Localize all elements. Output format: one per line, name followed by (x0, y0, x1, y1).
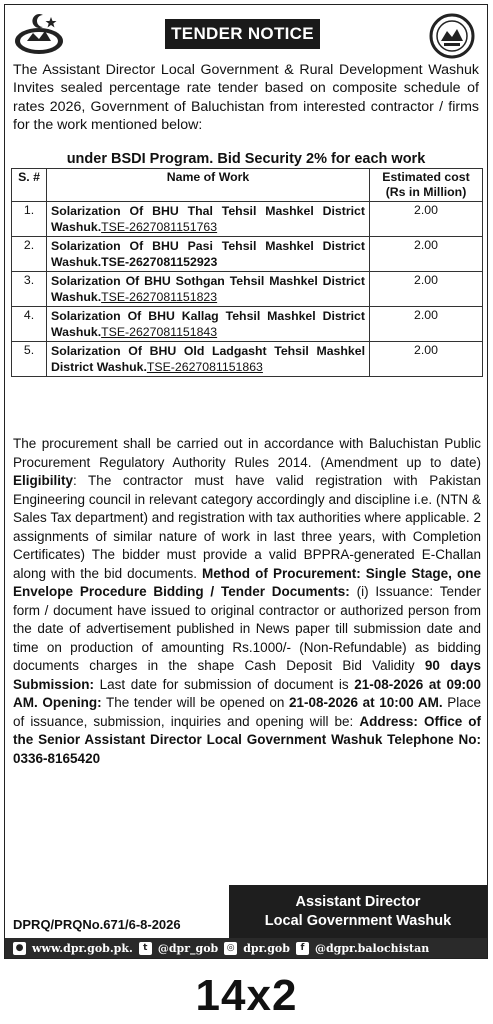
row-work-name (47, 237, 370, 272)
ad-size-label: 14x2 (195, 971, 298, 1020)
row-cost: 2.00 (370, 342, 483, 377)
header-work-name: Name of Work (47, 169, 370, 202)
tse-number: TSE-2627081151763 (101, 220, 218, 234)
signature-block (229, 885, 487, 939)
procurement-rules: The procurement shall be carried out in accordance with Baluchistan Public Procurement Regulatory Authority Rules 2014. (Amendment up to date) (13, 436, 481, 470)
website-link[interactable]: www.dpr.gob.pk. (32, 941, 133, 955)
row-cost: 2.00 (370, 307, 483, 342)
tse-number: TSE-2627081152923 (101, 255, 218, 269)
instagram-icon: ◎ (224, 942, 237, 955)
row-cost: 2.00 (370, 237, 483, 272)
table-row (12, 202, 483, 237)
header-serial: S. # (12, 169, 47, 202)
opening-text: The tender will be opened on (101, 695, 289, 710)
work-title: Solarization Of BHU Kallag Tehsil Mashkel District Washuk. (51, 309, 365, 339)
header-cost-line1: Estimated cost (382, 170, 470, 184)
opening-date: 21-08-2026 at 10:00 AM. (288, 695, 443, 710)
place-text: Place of issuance, submission, inquiries and opening will be: (13, 695, 481, 729)
method-text: (i) Issuance: Tender form / document have issued to original contractor or authorized person from the date of advertisement published in News paper till submission date and time on production of amounting Rs.1000/- (Non-Refundable) as bidding documents charges in the shape Cash Deposit Bid Validity (13, 584, 481, 673)
table-header-row (12, 169, 483, 202)
row-work-name (47, 307, 370, 342)
row-work-name (47, 272, 370, 307)
submission-label: Submission: (13, 676, 95, 692)
reference-number: DPRQ/PRQNo.671/6-8-2026 (13, 917, 181, 932)
row-serial: 3. (12, 272, 47, 307)
submission-date: 21-08-2026 at 09:00 AM. (13, 676, 481, 710)
intro-paragraph: The Assistant Director Local Government & Rural Development Washuk Invites sealed percentage rate tender based on composite schedule of rates 2026, Government of Baluchistan from interested contractor / firms for the work mentioned below: (13, 62, 479, 133)
table-row (12, 342, 483, 377)
instagram-handle[interactable]: dpr.gob (243, 941, 290, 955)
eligibility-text: : The contractor must have valid registration with Pakistan Engineering council in relevant category accordingly and discipline i.e. (NTN & Sales Tax department) and registration with tax authorities where applicable. 2 assignments of similar nature of work in last three years, with Completion Certificates) The bidder must provide a valid BPPRA-generated E-Challan along with the bid documents. (13, 473, 481, 581)
social-bar (5, 938, 487, 958)
twitter-icon: t (139, 942, 152, 955)
eligibility-label: Eligibility (13, 473, 74, 488)
row-serial: 1. (12, 202, 47, 237)
twitter-handle[interactable]: @dpr_gob (157, 941, 219, 955)
globe-icon: ● (13, 942, 26, 955)
tender-notice (4, 4, 488, 959)
address-label: Address (359, 713, 414, 729)
bid-validity: 90 days (424, 658, 481, 673)
government-emblem-logo (13, 11, 65, 57)
row-work-name (47, 202, 370, 237)
signature-office: Local Government Washuk (264, 913, 452, 929)
signature-title: Assistant Director (295, 894, 421, 910)
work-title: Solarization Of BHU Pasi Tehsil Mashkel District Washuk. (51, 239, 365, 269)
table-row (12, 307, 483, 342)
works-table (11, 168, 483, 377)
work-title: Solarization Of BHU Old Ladgasht Tehsil Mashkel District Washuk. (51, 344, 365, 374)
row-work-name (47, 342, 370, 377)
page-title: TENDER NOTICE (165, 19, 320, 49)
submission-text: Last date for submission of document is (94, 676, 355, 692)
program-line: under BSDI Program. Bid Security 2% for each work (66, 151, 426, 167)
tse-number: TSE-2627081151843 (101, 325, 218, 339)
opening-label: Opening: (37, 695, 102, 710)
work-title: Solarization Of BHU Sothgan Tehsil Mashkel District Washuk. (51, 274, 365, 304)
row-serial: 2. (12, 237, 47, 272)
facebook-icon: f (296, 942, 309, 955)
header-estimated-cost (370, 169, 483, 202)
method-label: Method of Procurement: Single Stage, one Envelope Procedure Bidding / Tender Documents: (13, 565, 481, 599)
work-title: Solarization Of BHU Thal Tehsil Mashkel District Washuk. (51, 204, 365, 234)
facebook-handle[interactable]: @dgpr.balochistan (314, 941, 430, 955)
row-cost: 2.00 (370, 202, 483, 237)
table-row (12, 237, 483, 272)
header (5, 5, 487, 61)
tse-number: TSE-2627081151863 (146, 360, 263, 374)
address-text: : Office of the Senior Assistant Director Local Government Washuk (13, 713, 482, 747)
row-serial: 4. (12, 307, 47, 342)
telephone: Telephone No: 0336-8165420 (13, 732, 481, 766)
procurement-details (13, 435, 481, 768)
row-cost: 2.00 (370, 272, 483, 307)
header-cost-line2: (Rs in Million) (385, 185, 467, 199)
tse-number: TSE-2627081151823 (101, 290, 218, 304)
row-serial: 5. (12, 342, 47, 377)
table-row (12, 272, 483, 307)
province-seal-logo (429, 13, 475, 59)
